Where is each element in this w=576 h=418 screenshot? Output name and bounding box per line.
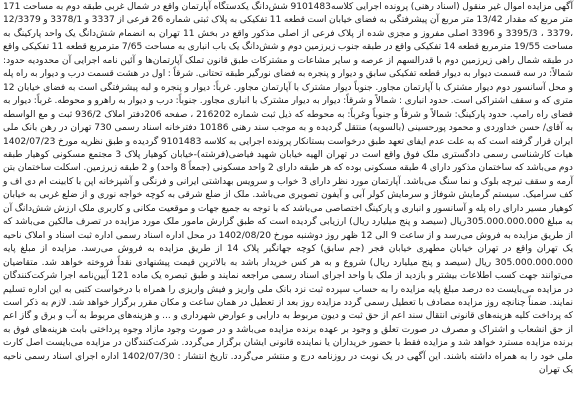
auction-notice-text: آگهی مزایده اموال غیر منقول (اسناد رهنی) پرونده اجرایی کلاسه9101483 شش‌دانگ یکدستگاه آپارتمان واقع در شمال غربی طبقه دوم به مساحت 171 متر مربع که مقدار 13/42 متر مربع آن پیشرفتگی به فضای خیابان است قطعه 11 تفکیکی به پلاک ثبتی شماره 26 فرعی از 3337 و 3378/1 و 12/3379 ،3379 ، 3395/3 و 3396 اصلی مفروز و مجزی شده از پلاک فرعی از اصلی مذکور واقع در بخش 11 تهران به انضمام شش‌دانگ یک واحد پارکینگ به مساحت 19/55 مترمربع قطعه 14 تفکیکی واقع در طبقه جنوب زیرزمین دوم و شش‌دانگ یک باب انباری به مساحت 7/65 مترمربع قطعه 11 تفکیکی واقع در طبقه شمال راهی زیرزمین دوم با قدرالسهم از عرصه و سایر مشاعات و مشترکات طبق قانون تملک آپارتمان‌ها و آئین نامه اجرایی آن محدودیه حدود: شمالاً: در سه قسمت دیوار به دیوار قطعه تفکیکی سابق و دیوار و پنجره به فضای نورگیر طبقه تحتانی. شرقاً : اول در هشت قسمت درب و دیوار به راه پله و محل آسانسور دوم دیوار مشترک با آپارتمان مجاور. جنوباً دیوار مشترک با آپارتمان مجاور. غرباً: دیوار و پنجره و لبه پیشرفتگی است به فضای خیابان 12 متری که و سقف اشتراکی است. حدود انباری : شمالاً و شرقاً: دیوار به دیوار مشترک با انباری مجاور. جنوباً: درب و دیوار به راهرو و محوطه. غرباً: دیوار به فضای راه رامپ. حدود پارکینگ: شمالاً و شرقاً و جنوباً وغرباً: به محوطه که ذیل ثبت شماره 216202 ، صفحه 206دفتر املاک 936/2 ثبت و مع الواسطه به آقای/ حسن خداوردی و محمود پورحسینی (بالسویه) منتقل گردیده و به موجب سند رهنی 10186 دفترخانه اسناد رسمی 730 تهران در رهن بانک ملی ایران قرار گرفته است که به علت عدم ایفای تعهد طبق درخواست بستانکار پرونده اجرایی به کلاسه 9101483 گردیده و طبق نظریه مورخ 1402/07/23 هیات کارشناسی رسمی دادگستری ملک فوق واقع است در تهران الهیه خیابان شهید فیاضی(فرشته)-خیابان کوهیار پلاک 3 مجتمع مسکونی کوهیار طبقه دوم می‌باشد که ساختمان مذکور دارای 4 طبقه مسکونی بوده که هر طبقه دارای 2 واحد مسکونی (جمعاً 8 واحد) و 2 طبقه زیرزمین. اسکلت ساختمان بتن آرمه و سقف تیرچه بلوک و نما سنگ می‌باشد. آپارتمان مورد نظر دارای 3 خواب و سرویس بهداشتی ایرانی و فرنگی و آشپزخانه اپن با کابینت ام دی اف و کف سرامیک. سیستم گرمایش شوفاژ و سرمایش کولر آبی و آیفون تصویری می‌باشد. ملک از ضلع شرقی به کوچه خواجه نوری و از ضلع غربی به خیابان کوهیار مسیر دارای راه پله و آسانسور و انباری و پارکینگ اختصاصی می‌باشد که با توجه به جمیع جهات و موقعیت مکانی و کاربری ملک ارزش شش‌دانگ آن به مبلغ 305.000.000.000ریال (سیصد و پنج میلیارد ریال) ارزیابی گردیده است که طبق گزارش مامور ملک مورد مزایده در تصرف مالکین می‌باشد که از طریق مزایده به فروش می‌رسد و از ساعت 9 الی 12 ظهر روز دوشنبه مورخ 1402/08/20 در محل اداره اسناد رسمی اداره ثبت اسناد و املاک ناحیه یک تهران واقع در تهران خیابان مطهری خیابان فجر (جم سابق) کوچه جهانگیر پلاک 14 از طریق مزایده به فروش می‌رسد. مزایده از مبلغ پایه 305.000.000.000 ریال (سیصد و پنج میلیارد ریال) شروع و به هر کس خریدار باشد به بالاترین قیمت پیشنهادی نقداً فروخته خواهد شد. متقاضیان می‌توانند جهت کسب اطلاعات بیشتر و بازدید از ملک با واحد اجرای اسناد رسمی مراجعه نمایند و طبق تبصره یک ماده 121 آیین‌نامه اجرا شرکت‌کنندگان در مزایده می‌بایست ده درصد مبلغ پایه مزایده را به حساب سپرده ثبت نزد بانک ملی واریز و فیش واریزی را همراه با درخواست کتبی به این اداره تسلیم نمایند. ضمناً چنانچه روز مزایده مصادف با تعطیل رسمی گردد مزایده روز بعد از تعطیل در همان ساعت و مکان مقرر برگزار خواهد شد. لازم به ذکر است که پرداخت کلیه هزینه‌های قانونی انتقال سند اعم از حق ثبت و دیون مربوط به دارایی و عوارض شهرداری و ... و هزینه‌های مربوط به آب و برق و گاز اعم از حق انشعاب و اشتراک و مصرف در صورت تعلق و وجود بر عهده برنده مزایده می‌باشد و در صورت وجود مازاد وجوه پرداختی بابت هزینه‌های فوق به برنده مزایده مسترد خواهد شد و مزایده فقط با حضور خریداران یا نماینده قانونی ایشان برگزار می‌گردد. شرکت‌کنندگان در مزایده می‌بایست اصل کارت ملی خود را به همراه داشته باشند. این آگهی در یک نوبت در روزنامه درج و منتشر می‌گردد. تاریخ انتشار : 1402/07/30 اداره اجرای اسناد رسمی ناحیه یک تهران (3, 2, 574, 376)
